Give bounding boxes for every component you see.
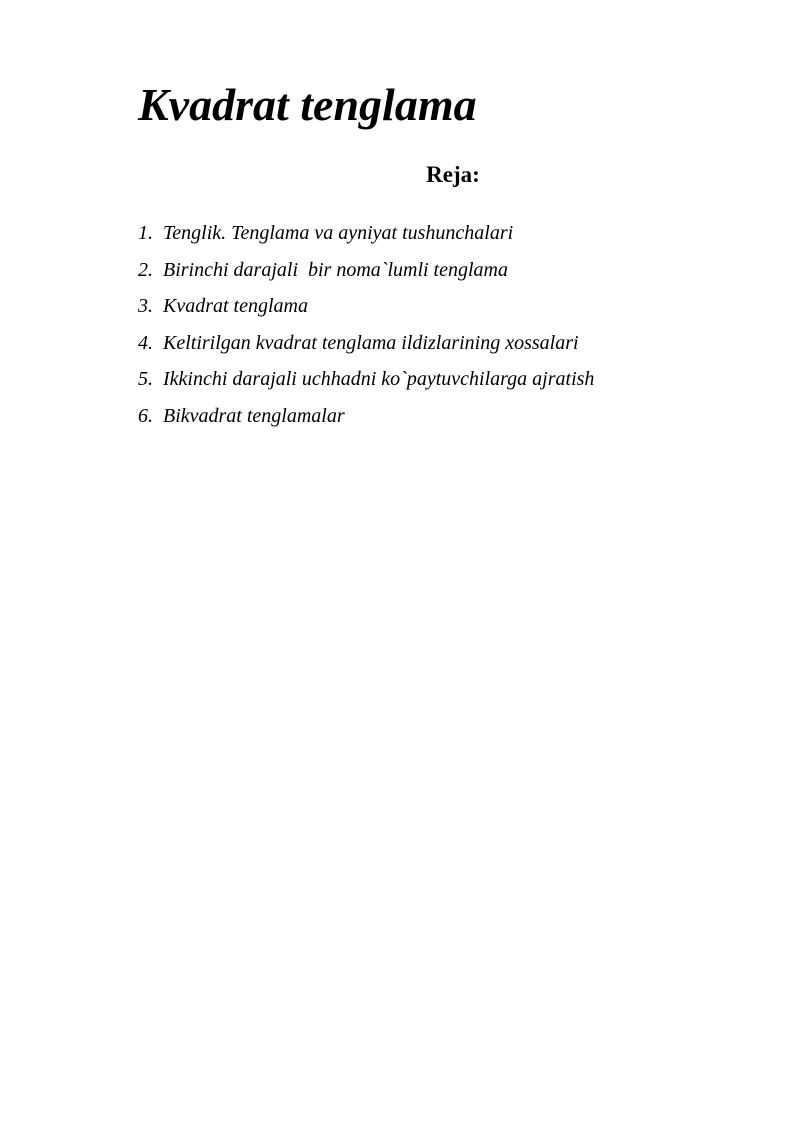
plan-item-text: Ikkinchi darajali uchhadni ko`paytuvchilarga ajratish bbox=[163, 368, 595, 391]
plan-item-number: 4. bbox=[138, 331, 153, 354]
plan-item-4 bbox=[138, 331, 594, 355]
plan-item-6 bbox=[138, 404, 594, 428]
plan-item-number: 2. bbox=[138, 258, 153, 281]
plan-item-2 bbox=[138, 258, 594, 282]
plan-item-text: Bikvadrat tenglamalar bbox=[163, 404, 345, 427]
plan-item-3 bbox=[138, 294, 594, 318]
plan-heading: Reja: bbox=[426, 162, 480, 187]
document-title: Kvadrat tenglama bbox=[138, 79, 477, 130]
plan-list bbox=[138, 221, 594, 441]
plan-item-text: Keltirilgan kvadrat tenglama ildizlarining xossalari bbox=[163, 331, 579, 354]
plan-item-text: Birinchi darajali bir noma`lumli tenglama bbox=[163, 258, 508, 281]
plan-item-5 bbox=[138, 367, 594, 391]
plan-item-number: 3. bbox=[138, 295, 153, 318]
plan-item-number: 5. bbox=[138, 368, 153, 391]
plan-item-1 bbox=[138, 221, 594, 245]
plan-item-number: 6. bbox=[138, 404, 153, 427]
plan-item-number: 1. bbox=[138, 222, 153, 244]
plan-item-text: Tenglik. Tenglama va ayniyat tushunchalari bbox=[163, 222, 514, 244]
plan-item-text: Kvadrat tenglama bbox=[163, 295, 308, 318]
